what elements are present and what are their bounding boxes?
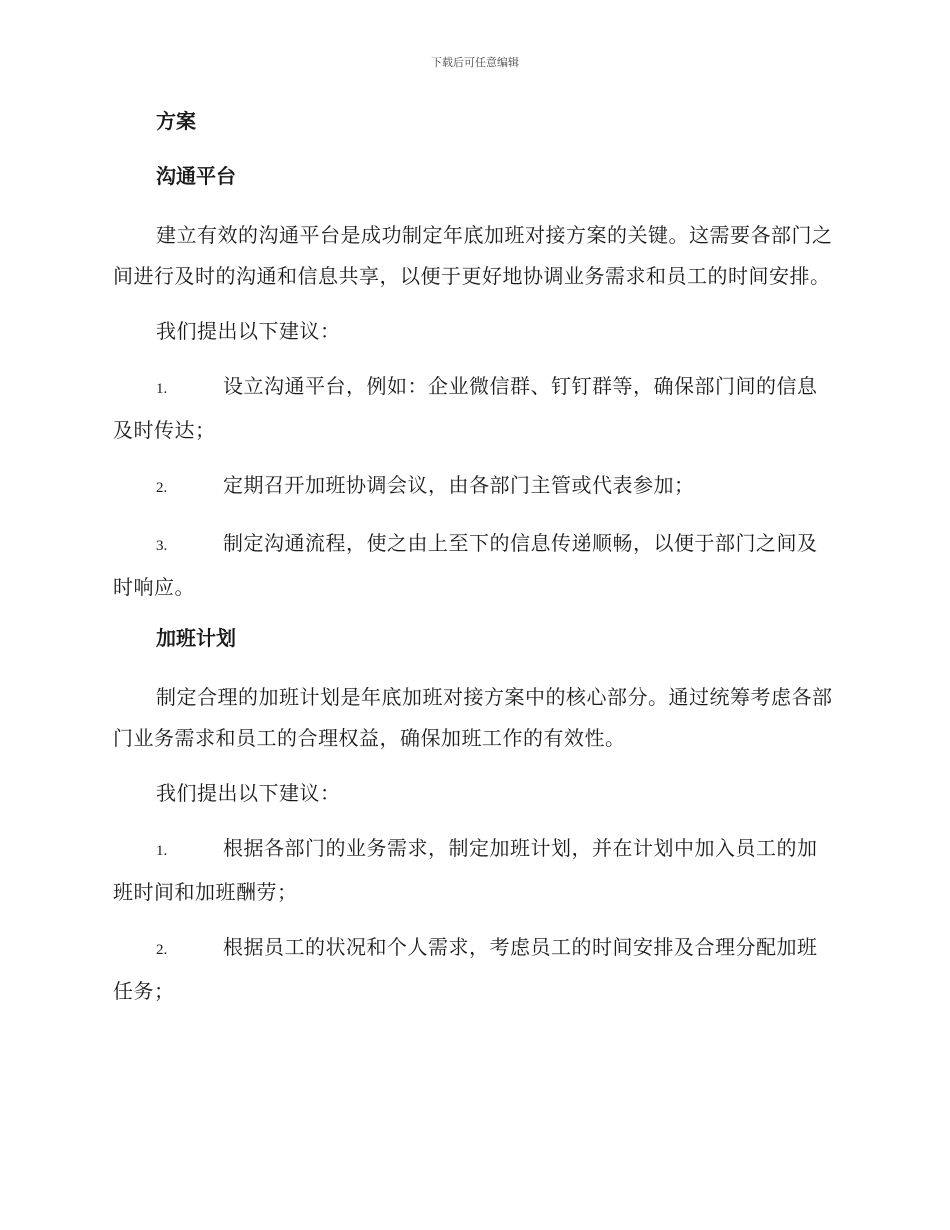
document-body	[113, 105, 833, 1026]
list-number: 1.	[156, 381, 168, 397]
list-text: 制定沟通流程，使之由上至下的信息传递顺畅，以便于部门之间及时响应。	[113, 531, 818, 599]
section-intro-overtime-plan: 制定合理的加班计划是年底加班对接方案中的核心部分。通过统筹考虑各部门业务需求和员工的合理权益，确保加班工作的有效性。	[113, 685, 833, 750]
page-header: 下载后可任意编辑	[431, 56, 519, 69]
list-item	[113, 927, 833, 1012]
list-number: 3.	[156, 538, 168, 554]
section-lead-communication: 我们提出以下建议：	[156, 319, 341, 343]
list-number: 2.	[156, 480, 168, 496]
list-item	[113, 366, 833, 451]
section-heading-overtime-plan: 加班计划	[156, 626, 236, 650]
list-text: 设立沟通平台，例如：企业微信群、钉钉群等，确保部门间的信息及时传达；	[113, 374, 818, 442]
list-item	[113, 828, 833, 913]
list-number: 2.	[156, 942, 168, 958]
list-number: 1.	[156, 843, 168, 859]
section-lead-overtime-plan: 我们提出以下建议：	[156, 781, 341, 805]
list-text: 根据员工的状况和个人需求，考虑员工的时间安排及合理分配加班任务；	[113, 935, 818, 1003]
document-title: 方案	[156, 109, 196, 133]
section-intro-communication: 建立有效的沟通平台是成功制定年底加班对接方案的关键。这需要各部门之间进行及时的沟通和信息共享，以便于更好地协调业务需求和员工的时间安排。	[113, 223, 833, 288]
list-item	[113, 465, 833, 509]
list-text: 定期召开加班协调会议，由各部门主管或代表参加；	[223, 473, 695, 497]
list-text: 根据各部门的业务需求，制定加班计划，并在计划中加入员工的加班时间和加班酬劳；	[113, 836, 818, 904]
list-item	[113, 523, 833, 608]
section-heading-communication: 沟通平台	[156, 164, 236, 188]
